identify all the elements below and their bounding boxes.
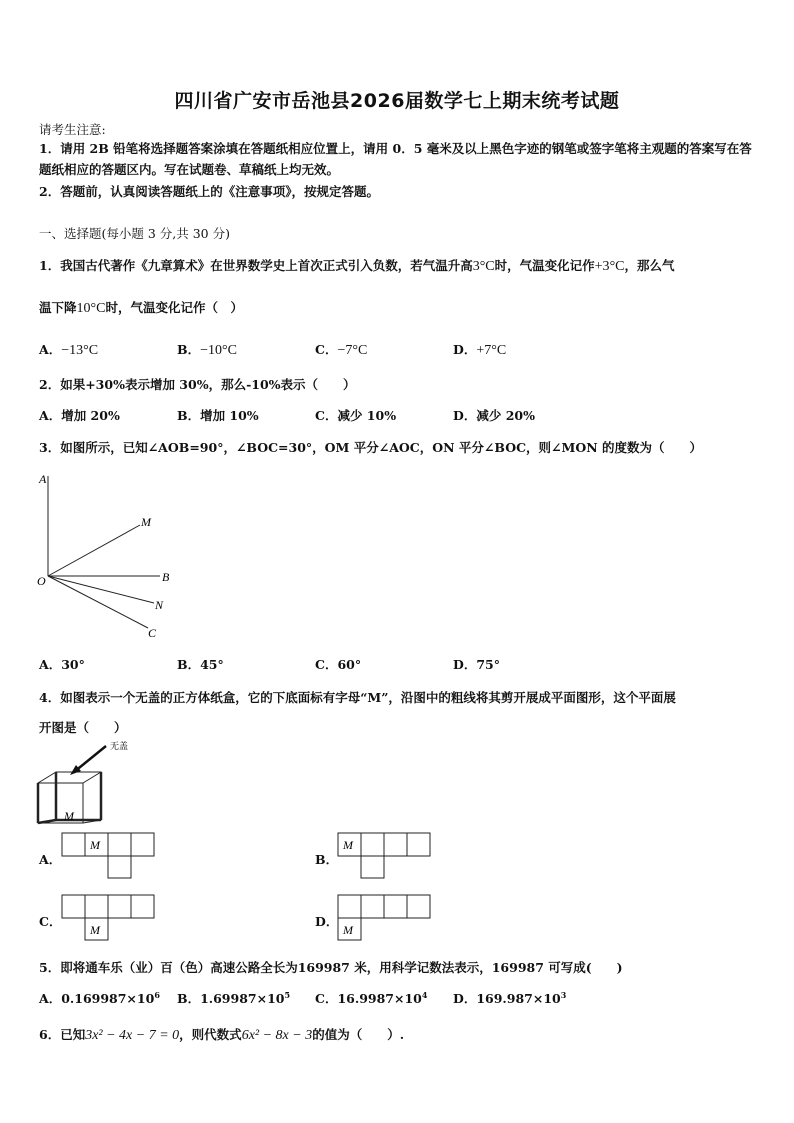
q3-angle-figure <box>30 468 190 648</box>
q3-option-a[interactable]: A．30° <box>39 657 85 672</box>
q4-option-d-label[interactable]: D． <box>315 914 339 929</box>
cube-back-face <box>56 772 101 820</box>
q6-stem: 6．已知3x² − 4x − 7 = 0，则代数式6x² − 8x − 3的值为（ ）. <box>39 1027 405 1043</box>
q1-temp-record: +3°C <box>594 259 625 274</box>
q5-option-b[interactable]: B．$1.69987\times 10^5$ <box>177 990 291 1006</box>
q4-open-box-figure <box>34 738 144 828</box>
q1-temp-up: 3°C <box>472 259 495 274</box>
net-a-m-label: M <box>90 838 100 852</box>
q3-option-c[interactable]: C．60° <box>315 657 362 672</box>
label-n: N <box>155 598 164 612</box>
q1-text-b: 时，气温变化记作 <box>494 258 595 273</box>
section-heading: 一、选择题(每小题 3 分,共 30 分) <box>39 226 230 241</box>
q1-text-e: 时，气温变化记作（ ） <box>105 300 243 315</box>
q1-option-d[interactable]: D．+7°C <box>453 342 507 358</box>
q5-option-c[interactable]: C．$16.9987\times 10^4$ <box>315 990 428 1006</box>
bottom-face-label: M <box>64 809 74 823</box>
label-m: M <box>141 515 151 529</box>
q2-option-a[interactable]: A．增加 20% <box>39 408 120 423</box>
q2-stem: 2．如果+30%表示增加 30%，那么-10%表示（ ） <box>39 377 356 392</box>
notice-item-1: 1．请用 2B 铅笔将选择题答案涂填在答题纸相应位置上，请用 0．5 毫米及以上黑色字迹的钢笔或签字笔将主观题的答案写在答题纸相应的答题区内。写在试题卷、草稿纸上均无效。 <box>39 141 752 177</box>
q2-option-c[interactable]: C．减少 10% <box>315 408 397 423</box>
cube-front-face <box>38 783 83 823</box>
label-o: O <box>37 574 46 588</box>
q5-option-d[interactable]: D．$169.987\times 10^3$ <box>453 990 567 1006</box>
label-a: A <box>39 472 47 486</box>
lid-label: 无盖 <box>110 742 129 752</box>
q1-stem-line2 <box>39 298 243 317</box>
q1-option-b[interactable]: B．−10°C <box>177 342 237 358</box>
q1-text-c: ，那么气 <box>624 258 675 273</box>
q4-stem-line1: 4．如图表示一个无盖的正方体纸盒，它的下底面标有字母“M”，沿图中的粗线将其剪开展成平面图形，这个平面展 <box>39 690 676 705</box>
q6-expression: 6x² − 8x − 3 <box>241 1028 313 1043</box>
q5-stem: 5．即将通车乐（业）百（色）高速公路全长为169987 米，用科学记数法表示，169987 可写成( ) <box>39 960 623 975</box>
q2-option-b[interactable]: B．增加 10% <box>177 408 259 423</box>
q3-option-b[interactable]: B．45° <box>177 657 224 672</box>
q4-option-a-label[interactable]: A． <box>39 852 62 867</box>
page-title: 四川省广安市岳池县2026届数学七上期末统考试题 <box>174 90 620 112</box>
q1-text-a: 1．我国古代著作《九章算术》在世界数学史上首次正式引入负数，若气温升高 <box>39 258 473 273</box>
q1-option-a[interactable]: A．−13°C <box>39 342 99 358</box>
q4-option-b-label[interactable]: B． <box>315 852 339 867</box>
q2-option-d[interactable]: D．减少 20% <box>453 408 535 423</box>
q4-option-d-net[interactable] <box>337 894 433 942</box>
q4-option-a-net[interactable] <box>61 832 157 880</box>
q1-option-c[interactable]: C．−7°C <box>315 342 368 358</box>
q4-stem-line2: 开图是（ ） <box>39 720 127 735</box>
label-c: C <box>148 626 157 640</box>
q5-option-a[interactable]: A．$0.169987\times 10^6$ <box>39 990 160 1006</box>
ray-oc <box>48 576 148 628</box>
q4-option-b-net[interactable] <box>337 832 433 880</box>
q1-temp-down: 10°C <box>76 301 106 316</box>
net-d-m-label: M <box>343 923 353 937</box>
q3-option-d[interactable]: D．75° <box>453 657 500 672</box>
ray-on <box>48 576 154 603</box>
q6-equation: 3x² − 4x − 7 = 0 <box>85 1028 180 1043</box>
net-c-m-label: M <box>90 923 100 937</box>
q4-option-c-net[interactable] <box>61 894 157 942</box>
net-b-m-label: M <box>343 838 353 852</box>
q4-option-c-label[interactable]: C． <box>39 914 62 929</box>
label-b: B <box>162 570 170 584</box>
q1-text-d: 温下降 <box>39 300 77 315</box>
ray-om <box>48 525 140 576</box>
q3-stem: 3．如图所示，已知∠AOB=90°，∠BOC=30°，OM 平分∠AOC，ON 平分∠BOC，则∠MON 的度数为（ ） <box>39 440 703 455</box>
q1-stem-line1 <box>39 256 675 275</box>
notice-heading: 请考生注意: <box>39 122 106 137</box>
notice-item-2: 2．答题前，认真阅读答题纸上的《注意事项》，按规定答题。 <box>39 184 379 199</box>
